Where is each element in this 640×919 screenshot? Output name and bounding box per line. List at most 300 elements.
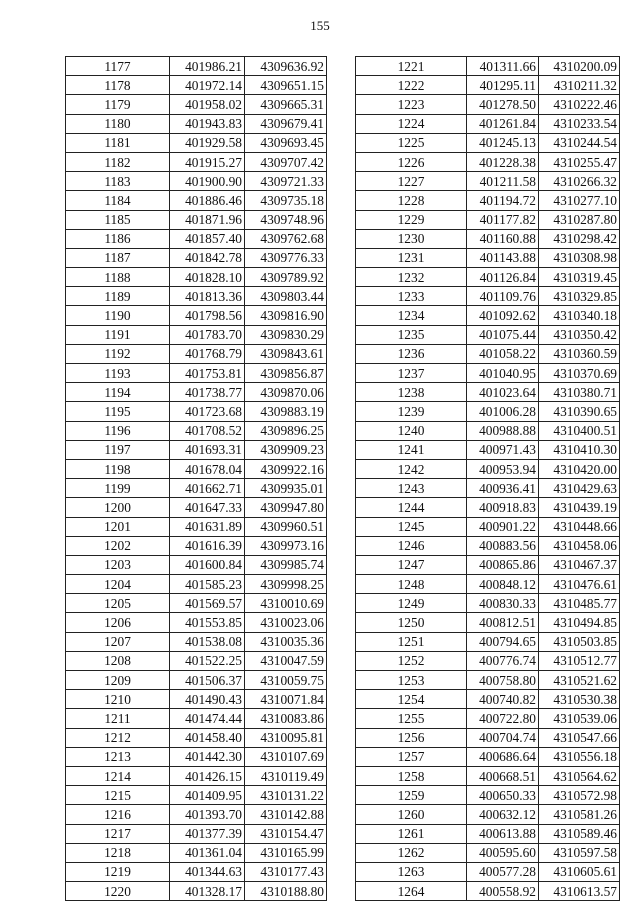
point-number-cell: 1231 bbox=[356, 248, 467, 267]
point-number-cell: 1194 bbox=[66, 383, 170, 402]
point-number-cell: 1224 bbox=[356, 114, 467, 133]
table-row bbox=[356, 57, 620, 76]
y-coordinate-cell: 4310390.65 bbox=[539, 402, 620, 421]
point-number-cell: 1214 bbox=[66, 766, 170, 785]
x-coordinate-cell: 401490.43 bbox=[170, 690, 245, 709]
x-coordinate-cell: 401393.70 bbox=[170, 805, 245, 824]
table-row bbox=[66, 613, 327, 632]
table-row bbox=[356, 555, 620, 574]
table-row bbox=[356, 786, 620, 805]
table-row bbox=[66, 594, 327, 613]
table-row bbox=[66, 843, 327, 862]
x-coordinate-cell: 400988.88 bbox=[467, 421, 539, 440]
table-row bbox=[66, 479, 327, 498]
y-coordinate-cell: 4309762.68 bbox=[245, 229, 327, 248]
table-row bbox=[356, 287, 620, 306]
table-row bbox=[66, 824, 327, 843]
point-number-cell: 1201 bbox=[66, 517, 170, 536]
point-number-cell: 1227 bbox=[356, 172, 467, 191]
x-coordinate-cell: 401506.37 bbox=[170, 671, 245, 690]
point-number-cell: 1228 bbox=[356, 191, 467, 210]
table-row bbox=[66, 76, 327, 95]
x-coordinate-cell: 401442.30 bbox=[170, 747, 245, 766]
x-coordinate-cell: 401409.95 bbox=[170, 786, 245, 805]
x-coordinate-cell: 400865.86 bbox=[467, 555, 539, 574]
y-coordinate-cell: 4310512.77 bbox=[539, 651, 620, 670]
point-number-cell: 1218 bbox=[66, 843, 170, 862]
y-coordinate-cell: 4309960.51 bbox=[245, 517, 327, 536]
y-coordinate-cell: 4310233.54 bbox=[539, 114, 620, 133]
x-coordinate-cell: 401522.25 bbox=[170, 651, 245, 670]
x-coordinate-cell: 401798.56 bbox=[170, 306, 245, 325]
point-number-cell: 1186 bbox=[66, 229, 170, 248]
y-coordinate-cell: 4310010.69 bbox=[245, 594, 327, 613]
point-number-cell: 1245 bbox=[356, 517, 467, 536]
table-row bbox=[356, 575, 620, 594]
table-row bbox=[356, 306, 620, 325]
x-coordinate-cell: 401160.88 bbox=[467, 229, 539, 248]
table-row bbox=[66, 728, 327, 747]
x-coordinate-cell: 401693.31 bbox=[170, 440, 245, 459]
x-coordinate-cell: 401075.44 bbox=[467, 325, 539, 344]
y-coordinate-cell: 4309909.23 bbox=[245, 440, 327, 459]
point-number-cell: 1238 bbox=[356, 383, 467, 402]
y-coordinate-cell: 4310107.69 bbox=[245, 747, 327, 766]
point-number-cell: 1242 bbox=[356, 459, 467, 478]
point-number-cell: 1195 bbox=[66, 402, 170, 421]
point-number-cell: 1254 bbox=[356, 690, 467, 709]
x-coordinate-cell: 401958.02 bbox=[170, 95, 245, 114]
y-coordinate-cell: 4309789.92 bbox=[245, 268, 327, 287]
point-number-cell: 1244 bbox=[356, 498, 467, 517]
x-coordinate-cell: 401177.82 bbox=[467, 210, 539, 229]
point-number-cell: 1240 bbox=[356, 421, 467, 440]
x-coordinate-cell: 400650.33 bbox=[467, 786, 539, 805]
point-number-cell: 1204 bbox=[66, 575, 170, 594]
y-coordinate-cell: 4310448.66 bbox=[539, 517, 620, 536]
x-coordinate-cell: 401344.63 bbox=[170, 862, 245, 881]
table-row bbox=[66, 95, 327, 114]
x-coordinate-cell: 401929.58 bbox=[170, 133, 245, 152]
y-coordinate-cell: 4310329.85 bbox=[539, 287, 620, 306]
table-row bbox=[356, 344, 620, 363]
table-row bbox=[356, 690, 620, 709]
x-coordinate-cell: 400704.74 bbox=[467, 728, 539, 747]
x-coordinate-cell: 400776.74 bbox=[467, 651, 539, 670]
table-row bbox=[356, 632, 620, 651]
y-coordinate-cell: 4310095.81 bbox=[245, 728, 327, 747]
x-coordinate-cell: 401194.72 bbox=[467, 191, 539, 210]
point-number-cell: 1199 bbox=[66, 479, 170, 498]
x-coordinate-cell: 400722.80 bbox=[467, 709, 539, 728]
x-coordinate-cell: 401278.50 bbox=[467, 95, 539, 114]
point-number-cell: 1197 bbox=[66, 440, 170, 459]
y-coordinate-cell: 4310350.42 bbox=[539, 325, 620, 344]
point-number-cell: 1189 bbox=[66, 287, 170, 306]
y-coordinate-cell: 4310605.61 bbox=[539, 862, 620, 881]
point-number-cell: 1256 bbox=[356, 728, 467, 747]
point-number-cell: 1217 bbox=[66, 824, 170, 843]
x-coordinate-cell: 401458.40 bbox=[170, 728, 245, 747]
y-coordinate-cell: 4309816.90 bbox=[245, 306, 327, 325]
table-row bbox=[66, 133, 327, 152]
x-coordinate-cell: 401813.36 bbox=[170, 287, 245, 306]
point-number-cell: 1259 bbox=[356, 786, 467, 805]
point-number-cell: 1184 bbox=[66, 191, 170, 210]
y-coordinate-cell: 4309803.44 bbox=[245, 287, 327, 306]
y-coordinate-cell: 4310539.06 bbox=[539, 709, 620, 728]
point-number-cell: 1221 bbox=[356, 57, 467, 76]
table-row bbox=[356, 459, 620, 478]
y-coordinate-cell: 4310380.71 bbox=[539, 383, 620, 402]
table-row bbox=[66, 805, 327, 824]
table-row bbox=[356, 824, 620, 843]
y-coordinate-cell: 4310556.18 bbox=[539, 747, 620, 766]
point-number-cell: 1263 bbox=[356, 862, 467, 881]
table-row bbox=[66, 440, 327, 459]
x-coordinate-cell: 401092.62 bbox=[467, 306, 539, 325]
x-coordinate-cell: 401738.77 bbox=[170, 383, 245, 402]
table-row bbox=[66, 152, 327, 171]
point-number-cell: 1253 bbox=[356, 671, 467, 690]
y-coordinate-cell: 4310503.85 bbox=[539, 632, 620, 651]
table-row bbox=[66, 498, 327, 517]
y-coordinate-cell: 4309998.25 bbox=[245, 575, 327, 594]
table-row bbox=[356, 402, 620, 421]
y-coordinate-cell: 4309636.92 bbox=[245, 57, 327, 76]
y-coordinate-cell: 4310439.19 bbox=[539, 498, 620, 517]
table-row bbox=[356, 805, 620, 824]
x-coordinate-cell: 401261.84 bbox=[467, 114, 539, 133]
point-number-cell: 1239 bbox=[356, 402, 467, 421]
x-coordinate-cell: 401143.88 bbox=[467, 248, 539, 267]
table-row bbox=[356, 95, 620, 114]
y-coordinate-cell: 4310222.46 bbox=[539, 95, 620, 114]
table-row bbox=[356, 325, 620, 344]
point-number-cell: 1236 bbox=[356, 344, 467, 363]
table-row bbox=[66, 364, 327, 383]
y-coordinate-cell: 4310476.61 bbox=[539, 575, 620, 594]
table-row bbox=[356, 172, 620, 191]
y-coordinate-cell: 4309776.33 bbox=[245, 248, 327, 267]
point-number-cell: 1248 bbox=[356, 575, 467, 594]
point-number-cell: 1255 bbox=[356, 709, 467, 728]
y-coordinate-cell: 4310047.59 bbox=[245, 651, 327, 670]
point-number-cell: 1210 bbox=[66, 690, 170, 709]
table-row bbox=[66, 747, 327, 766]
point-number-cell: 1181 bbox=[66, 133, 170, 152]
y-coordinate-cell: 4310287.80 bbox=[539, 210, 620, 229]
y-coordinate-cell: 4310400.51 bbox=[539, 421, 620, 440]
y-coordinate-cell: 4310319.45 bbox=[539, 268, 620, 287]
point-number-cell: 1233 bbox=[356, 287, 467, 306]
table-row bbox=[66, 383, 327, 402]
point-number-cell: 1246 bbox=[356, 536, 467, 555]
x-coordinate-cell: 401311.66 bbox=[467, 57, 539, 76]
point-number-cell: 1234 bbox=[356, 306, 467, 325]
point-number-cell: 1187 bbox=[66, 248, 170, 267]
y-coordinate-cell: 4309973.16 bbox=[245, 536, 327, 555]
table-row bbox=[356, 248, 620, 267]
point-number-cell: 1230 bbox=[356, 229, 467, 248]
table-row bbox=[356, 766, 620, 785]
x-coordinate-cell: 400830.33 bbox=[467, 594, 539, 613]
table-row bbox=[66, 671, 327, 690]
point-number-cell: 1241 bbox=[356, 440, 467, 459]
point-number-cell: 1258 bbox=[356, 766, 467, 785]
table-row bbox=[356, 210, 620, 229]
point-number-cell: 1250 bbox=[356, 613, 467, 632]
y-coordinate-cell: 4309856.87 bbox=[245, 364, 327, 383]
y-coordinate-cell: 4309935.01 bbox=[245, 479, 327, 498]
point-number-cell: 1219 bbox=[66, 862, 170, 881]
x-coordinate-cell: 401723.68 bbox=[170, 402, 245, 421]
y-coordinate-cell: 4310410.30 bbox=[539, 440, 620, 459]
point-number-cell: 1213 bbox=[66, 747, 170, 766]
x-coordinate-cell: 401678.04 bbox=[170, 459, 245, 478]
x-coordinate-cell: 401768.79 bbox=[170, 344, 245, 363]
table-row bbox=[356, 498, 620, 517]
y-coordinate-cell: 4310494.85 bbox=[539, 613, 620, 632]
table-row bbox=[66, 882, 327, 901]
x-coordinate-cell: 401972.14 bbox=[170, 76, 245, 95]
point-number-cell: 1208 bbox=[66, 651, 170, 670]
table-row bbox=[66, 517, 327, 536]
x-coordinate-cell: 401886.46 bbox=[170, 191, 245, 210]
x-coordinate-cell: 400595.60 bbox=[467, 843, 539, 862]
point-number-cell: 1203 bbox=[66, 555, 170, 574]
y-coordinate-cell: 4309693.45 bbox=[245, 133, 327, 152]
y-coordinate-cell: 4310142.88 bbox=[245, 805, 327, 824]
x-coordinate-cell: 401616.39 bbox=[170, 536, 245, 555]
table-row bbox=[356, 882, 620, 901]
y-coordinate-cell: 4309947.80 bbox=[245, 498, 327, 517]
table-row bbox=[356, 862, 620, 881]
y-coordinate-cell: 4309679.41 bbox=[245, 114, 327, 133]
x-coordinate-cell: 401662.71 bbox=[170, 479, 245, 498]
x-coordinate-cell: 400794.65 bbox=[467, 632, 539, 651]
table-row bbox=[356, 191, 620, 210]
x-coordinate-cell: 400883.56 bbox=[467, 536, 539, 555]
y-coordinate-cell: 4309707.42 bbox=[245, 152, 327, 171]
point-number-cell: 1264 bbox=[356, 882, 467, 901]
x-coordinate-cell: 400812.51 bbox=[467, 613, 539, 632]
x-coordinate-cell: 401783.70 bbox=[170, 325, 245, 344]
x-coordinate-cell: 401211.58 bbox=[467, 172, 539, 191]
x-coordinate-cell: 401857.40 bbox=[170, 229, 245, 248]
x-coordinate-cell: 401228.38 bbox=[467, 152, 539, 171]
point-number-cell: 1257 bbox=[356, 747, 467, 766]
y-coordinate-cell: 4310370.69 bbox=[539, 364, 620, 383]
coordinates-table-left bbox=[65, 56, 327, 901]
y-coordinate-cell: 4310071.84 bbox=[245, 690, 327, 709]
table-row bbox=[356, 536, 620, 555]
point-number-cell: 1243 bbox=[356, 479, 467, 498]
y-coordinate-cell: 4310083.86 bbox=[245, 709, 327, 728]
table-row bbox=[356, 152, 620, 171]
table-row bbox=[356, 517, 620, 536]
x-coordinate-cell: 401377.39 bbox=[170, 824, 245, 843]
y-coordinate-cell: 4310485.77 bbox=[539, 594, 620, 613]
y-coordinate-cell: 4309651.15 bbox=[245, 76, 327, 95]
table-row bbox=[66, 459, 327, 478]
point-number-cell: 1229 bbox=[356, 210, 467, 229]
point-number-cell: 1212 bbox=[66, 728, 170, 747]
table-row bbox=[356, 421, 620, 440]
x-coordinate-cell: 401828.10 bbox=[170, 268, 245, 287]
point-number-cell: 1180 bbox=[66, 114, 170, 133]
x-coordinate-cell: 400632.12 bbox=[467, 805, 539, 824]
table-row bbox=[66, 172, 327, 191]
x-coordinate-cell: 401585.23 bbox=[170, 575, 245, 594]
y-coordinate-cell: 4310420.00 bbox=[539, 459, 620, 478]
x-coordinate-cell: 401753.81 bbox=[170, 364, 245, 383]
coordinates-table-right bbox=[355, 56, 620, 901]
point-number-cell: 1209 bbox=[66, 671, 170, 690]
x-coordinate-cell: 401915.27 bbox=[170, 152, 245, 171]
point-number-cell: 1206 bbox=[66, 613, 170, 632]
point-number-cell: 1235 bbox=[356, 325, 467, 344]
y-coordinate-cell: 4310298.42 bbox=[539, 229, 620, 248]
y-coordinate-cell: 4309748.96 bbox=[245, 210, 327, 229]
x-coordinate-cell: 400758.80 bbox=[467, 671, 539, 690]
table-row bbox=[66, 57, 327, 76]
y-coordinate-cell: 4310023.06 bbox=[245, 613, 327, 632]
y-coordinate-cell: 4309843.61 bbox=[245, 344, 327, 363]
x-coordinate-cell: 401600.84 bbox=[170, 555, 245, 574]
y-coordinate-cell: 4310597.58 bbox=[539, 843, 620, 862]
x-coordinate-cell: 401058.22 bbox=[467, 344, 539, 363]
table-row bbox=[356, 613, 620, 632]
table-row bbox=[66, 632, 327, 651]
table-row bbox=[66, 287, 327, 306]
table-row bbox=[66, 575, 327, 594]
table-row bbox=[66, 709, 327, 728]
x-coordinate-cell: 401900.90 bbox=[170, 172, 245, 191]
point-number-cell: 1225 bbox=[356, 133, 467, 152]
table-row bbox=[356, 229, 620, 248]
point-number-cell: 1260 bbox=[356, 805, 467, 824]
x-coordinate-cell: 400953.94 bbox=[467, 459, 539, 478]
x-coordinate-cell: 401631.89 bbox=[170, 517, 245, 536]
table-row bbox=[356, 651, 620, 670]
y-coordinate-cell: 4310119.49 bbox=[245, 766, 327, 785]
y-coordinate-cell: 4310589.46 bbox=[539, 824, 620, 843]
point-number-cell: 1223 bbox=[356, 95, 467, 114]
x-coordinate-cell: 401426.15 bbox=[170, 766, 245, 785]
x-coordinate-cell: 401538.08 bbox=[170, 632, 245, 651]
x-coordinate-cell: 401708.52 bbox=[170, 421, 245, 440]
x-coordinate-cell: 401126.84 bbox=[467, 268, 539, 287]
x-coordinate-cell: 400668.51 bbox=[467, 766, 539, 785]
y-coordinate-cell: 4309870.06 bbox=[245, 383, 327, 402]
y-coordinate-cell: 4310200.09 bbox=[539, 57, 620, 76]
y-coordinate-cell: 4310360.59 bbox=[539, 344, 620, 363]
y-coordinate-cell: 4310188.80 bbox=[245, 882, 327, 901]
table-row bbox=[66, 229, 327, 248]
point-number-cell: 1207 bbox=[66, 632, 170, 651]
y-coordinate-cell: 4309735.18 bbox=[245, 191, 327, 210]
point-number-cell: 1183 bbox=[66, 172, 170, 191]
y-coordinate-cell: 4310277.10 bbox=[539, 191, 620, 210]
point-number-cell: 1193 bbox=[66, 364, 170, 383]
y-coordinate-cell: 4310211.32 bbox=[539, 76, 620, 95]
x-coordinate-cell: 401361.04 bbox=[170, 843, 245, 862]
point-number-cell: 1191 bbox=[66, 325, 170, 344]
y-coordinate-cell: 4309721.33 bbox=[245, 172, 327, 191]
x-coordinate-cell: 401295.11 bbox=[467, 76, 539, 95]
x-coordinate-cell: 400613.88 bbox=[467, 824, 539, 843]
point-number-cell: 1177 bbox=[66, 57, 170, 76]
x-coordinate-cell: 401647.33 bbox=[170, 498, 245, 517]
table-row bbox=[66, 555, 327, 574]
y-coordinate-cell: 4310581.26 bbox=[539, 805, 620, 824]
point-number-cell: 1178 bbox=[66, 76, 170, 95]
y-coordinate-cell: 4309985.74 bbox=[245, 555, 327, 574]
point-number-cell: 1252 bbox=[356, 651, 467, 670]
point-number-cell: 1182 bbox=[66, 152, 170, 171]
table-row bbox=[66, 268, 327, 287]
point-number-cell: 1216 bbox=[66, 805, 170, 824]
x-coordinate-cell: 400686.64 bbox=[467, 747, 539, 766]
point-number-cell: 1226 bbox=[356, 152, 467, 171]
y-coordinate-cell: 4310564.62 bbox=[539, 766, 620, 785]
x-coordinate-cell: 400971.43 bbox=[467, 440, 539, 459]
y-coordinate-cell: 4310308.98 bbox=[539, 248, 620, 267]
table-row bbox=[66, 786, 327, 805]
y-coordinate-cell: 4310467.37 bbox=[539, 555, 620, 574]
y-coordinate-cell: 4310572.98 bbox=[539, 786, 620, 805]
point-number-cell: 1190 bbox=[66, 306, 170, 325]
y-coordinate-cell: 4310177.43 bbox=[245, 862, 327, 881]
point-number-cell: 1188 bbox=[66, 268, 170, 287]
table-row bbox=[66, 248, 327, 267]
table-row bbox=[356, 133, 620, 152]
table-row bbox=[356, 440, 620, 459]
point-number-cell: 1261 bbox=[356, 824, 467, 843]
point-number-cell: 1202 bbox=[66, 536, 170, 555]
table-row bbox=[66, 325, 327, 344]
y-coordinate-cell: 4310266.32 bbox=[539, 172, 620, 191]
point-number-cell: 1262 bbox=[356, 843, 467, 862]
table-row bbox=[66, 536, 327, 555]
x-coordinate-cell: 400740.82 bbox=[467, 690, 539, 709]
x-coordinate-cell: 401040.95 bbox=[467, 364, 539, 383]
point-number-cell: 1179 bbox=[66, 95, 170, 114]
y-coordinate-cell: 4309922.16 bbox=[245, 459, 327, 478]
point-number-cell: 1205 bbox=[66, 594, 170, 613]
table-row bbox=[356, 747, 620, 766]
y-coordinate-cell: 4310165.99 bbox=[245, 843, 327, 862]
y-coordinate-cell: 4310530.38 bbox=[539, 690, 620, 709]
table-row bbox=[356, 479, 620, 498]
point-number-cell: 1237 bbox=[356, 364, 467, 383]
point-number-cell: 1211 bbox=[66, 709, 170, 728]
x-coordinate-cell: 401569.57 bbox=[170, 594, 245, 613]
y-coordinate-cell: 4310613.57 bbox=[539, 882, 620, 901]
x-coordinate-cell: 401986.21 bbox=[170, 57, 245, 76]
x-coordinate-cell: 401871.96 bbox=[170, 210, 245, 229]
x-coordinate-cell: 401943.83 bbox=[170, 114, 245, 133]
table-row bbox=[356, 364, 620, 383]
y-coordinate-cell: 4310244.54 bbox=[539, 133, 620, 152]
x-coordinate-cell: 401006.28 bbox=[467, 402, 539, 421]
x-coordinate-cell: 401474.44 bbox=[170, 709, 245, 728]
x-coordinate-cell: 401328.17 bbox=[170, 882, 245, 901]
point-number-cell: 1220 bbox=[66, 882, 170, 901]
table-row bbox=[66, 421, 327, 440]
y-coordinate-cell: 4310521.62 bbox=[539, 671, 620, 690]
